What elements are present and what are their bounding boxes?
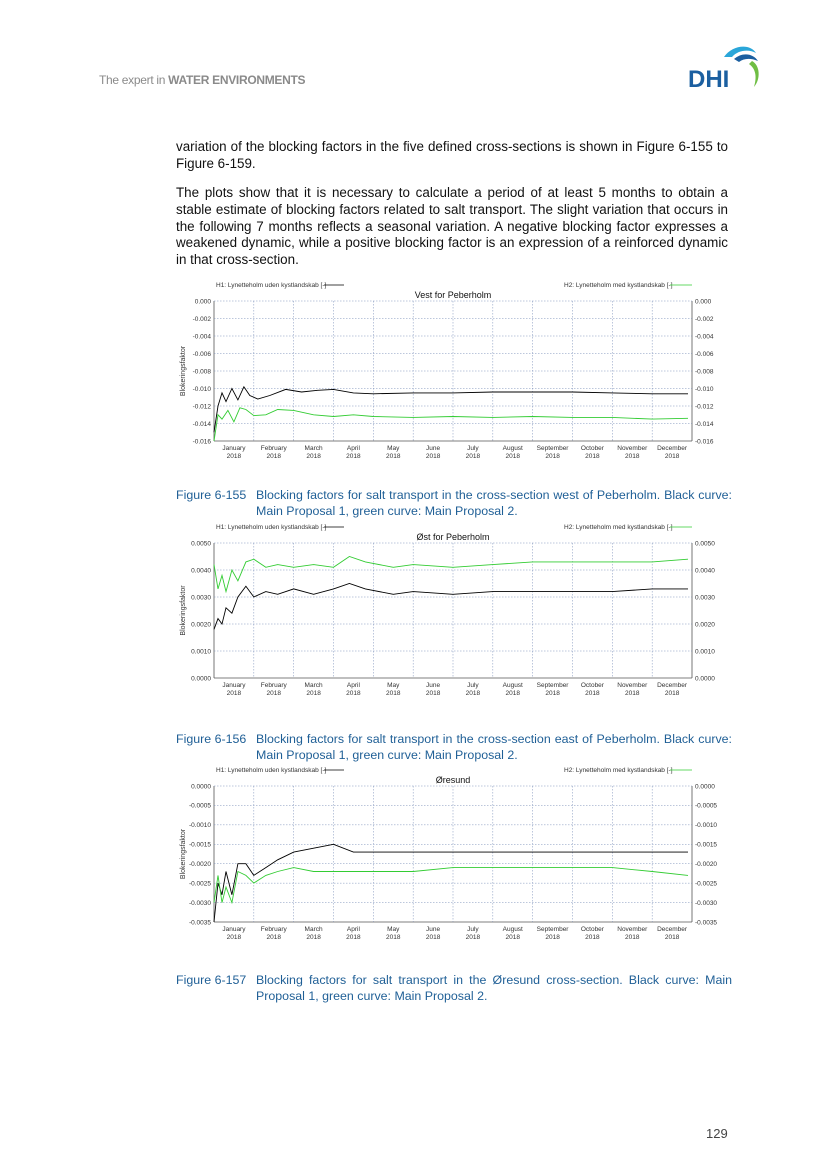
- dhi-logo: [686, 43, 766, 93]
- x-tick-label-month: September: [536, 926, 569, 933]
- y-tick-label-right: -0.012: [695, 403, 714, 411]
- x-tick-label-year: 2018: [346, 690, 361, 697]
- x-tick-label-month: March: [304, 926, 323, 933]
- x-tick-label-year: 2018: [266, 934, 281, 941]
- y-tick-label-left: -0.0025: [188, 880, 211, 888]
- x-tick-label-month: November: [617, 926, 648, 933]
- y-tick-label-right: 0.0010: [695, 648, 715, 656]
- x-tick-label-month: December: [657, 682, 688, 689]
- x-tick-label-month: November: [617, 682, 648, 689]
- x-tick-label-year: 2018: [585, 934, 600, 941]
- x-tick-label-month: March: [304, 445, 323, 452]
- x-tick-label-month: December: [657, 926, 688, 933]
- x-tick-label-month: October: [580, 682, 604, 689]
- series-h2-line: [214, 557, 688, 592]
- x-tick-label-month: May: [387, 682, 400, 689]
- legend-h2-label: H2: Lynetteholm med kystlandskab [-]: [564, 524, 673, 531]
- header-tagline: [99, 73, 305, 87]
- x-tick-label-year: 2018: [505, 690, 520, 697]
- y-tick-label-right: -0.004: [695, 333, 714, 341]
- x-tick-label-month: November: [617, 445, 648, 452]
- caption-number: Figure 6-157: [176, 973, 247, 987]
- x-tick-label-month: February: [260, 682, 287, 689]
- chart-title: Vest for Peberholm: [414, 290, 492, 300]
- y-tick-label-left: -0.0035: [188, 919, 211, 927]
- x-tick-label-year: 2018: [386, 453, 401, 460]
- y-tick-label-left: -0.014: [192, 420, 211, 428]
- legend-h1-label: H1: Lynetteholm uden kystlandskab [-]: [216, 524, 327, 531]
- x-tick-label-year: 2018: [545, 690, 560, 697]
- y-tick-label-left: -0.010: [192, 385, 211, 393]
- x-tick-label-year: 2018: [425, 934, 441, 941]
- y-tick-label-right: -0.0010: [695, 822, 718, 830]
- x-tick-label-month: January: [222, 445, 246, 452]
- y-tick-label-left: -0.008: [192, 368, 211, 376]
- x-tick-label-month: April: [346, 682, 360, 689]
- series-h1-line: [214, 584, 688, 630]
- x-tick-label-month: January: [222, 682, 246, 689]
- y-tick-label-right: -0.006: [695, 350, 714, 358]
- y-axis-label: Blokeringsfaktor: [180, 345, 187, 397]
- y-tick-label-right: -0.0035: [695, 919, 718, 927]
- x-tick-label-year: 2018: [226, 453, 242, 460]
- x-tick-label-year: 2018: [664, 934, 680, 941]
- y-tick-label-left: 0.0040: [191, 567, 211, 575]
- y-tick-label-right: -0.0030: [695, 899, 718, 907]
- x-tick-label-month: August: [502, 682, 523, 689]
- y-tick-label-left: 0.0030: [191, 594, 211, 602]
- x-tick-label-year: 2018: [306, 453, 321, 460]
- x-tick-label-year: 2018: [664, 453, 680, 460]
- y-tick-label-left: 0.0050: [191, 540, 211, 548]
- paragraph-intro: variation of the blocking factors in the five defined cross-sections is shown in Figure 6-155 to Figure 6-159.: [176, 139, 728, 171]
- x-tick-label-year: 2018: [226, 690, 242, 697]
- y-axis-label: Blokeringsfaktor: [180, 585, 187, 636]
- x-tick-label-year: 2018: [346, 453, 361, 460]
- legend-h1-label: H1: Lynetteholm uden kystlandskab [-]: [216, 767, 327, 774]
- chart-ost-for-peberholm: [176, 521, 732, 706]
- tagline-bold: WATER ENVIRONMENTS: [168, 73, 306, 87]
- x-tick-label-month: July: [467, 926, 479, 933]
- y-tick-label-left: 0.0000: [191, 675, 211, 683]
- y-tick-label-right: 0.0030: [695, 594, 715, 602]
- legend-h2-label: H2: Lynetteholm med kystlandskab [-]: [564, 767, 673, 774]
- caption-text: Blocking factors for salt transport in the cross-section west of Peberholm. Black curve: Main Proposal 1, green curve: Main Proposal 2.: [256, 488, 732, 518]
- x-tick-label-month: January: [222, 926, 246, 933]
- series-h2-line: [214, 868, 688, 903]
- x-tick-label-year: 2018: [306, 934, 321, 941]
- y-tick-label-right: 0.0020: [695, 621, 715, 629]
- x-tick-label-year: 2018: [625, 453, 640, 460]
- caption-figure-6-156: [176, 732, 732, 763]
- x-tick-label-month: June: [426, 926, 441, 933]
- y-tick-label-right: 0.0000: [695, 783, 715, 791]
- x-tick-label-year: 2018: [585, 453, 600, 460]
- x-tick-label-month: May: [387, 926, 400, 933]
- x-tick-label-year: 2018: [505, 934, 520, 941]
- y-axis-label: Blokeringsfaktor: [180, 828, 187, 880]
- page-number: 129: [706, 1126, 728, 1141]
- y-tick-label-left: -0.0010: [188, 822, 211, 830]
- x-tick-label-month: May: [387, 445, 400, 452]
- y-tick-label-left: -0.002: [192, 315, 211, 323]
- y-tick-label-right: -0.002: [695, 315, 714, 323]
- y-tick-label-right: -0.014: [695, 420, 714, 428]
- x-tick-label-month: April: [346, 445, 360, 452]
- caption-text: Blocking factors for salt transport in the cross-section east of Peberholm. Black curve: Main Proposal 1, green curve: Main Proposal 2.: [256, 732, 732, 762]
- caption-figure-6-155: [176, 488, 732, 519]
- x-tick-label-month: August: [502, 926, 523, 933]
- y-tick-label-right: 0.0050: [695, 540, 715, 548]
- y-tick-label-left: -0.004: [192, 333, 211, 341]
- legend-h2-label: H2: Lynetteholm med kystlandskab [-]: [564, 282, 673, 289]
- y-tick-label-right: 0.0000: [695, 675, 715, 683]
- y-tick-label-right: -0.016: [695, 438, 714, 446]
- x-tick-label-year: 2018: [266, 690, 281, 697]
- tagline-prefix: The expert in: [99, 73, 169, 87]
- x-tick-label-month: August: [502, 445, 523, 452]
- x-tick-label-year: 2018: [625, 934, 640, 941]
- x-tick-label-year: 2018: [465, 934, 481, 941]
- y-tick-label-left: -0.0005: [188, 802, 211, 810]
- y-tick-label-right: -0.0025: [695, 880, 718, 888]
- y-tick-label-right: -0.008: [695, 368, 714, 376]
- x-tick-label-year: 2018: [465, 690, 481, 697]
- x-tick-label-month: October: [580, 445, 604, 452]
- y-tick-label-left: 0.0020: [191, 621, 211, 629]
- x-tick-label-month: March: [304, 682, 323, 689]
- x-tick-label-year: 2018: [545, 934, 560, 941]
- caption-number: Figure 6-155: [176, 488, 247, 502]
- x-tick-label-year: 2018: [664, 690, 680, 697]
- x-tick-label-month: October: [580, 926, 604, 933]
- caption-text: Blocking factors for salt transport in the Øresund cross-section. Black curve: Main Proposal 1, green curve: Main Proposal 2.: [256, 973, 732, 1003]
- x-tick-label-year: 2018: [545, 453, 560, 460]
- legend-h1-label: H1: Lynetteholm uden kystlandskab [-]: [216, 282, 327, 289]
- chart-oresund: [176, 764, 732, 950]
- y-tick-label-right: -0.0005: [695, 802, 718, 810]
- x-tick-label-month: September: [536, 445, 569, 452]
- y-tick-label-left: -0.016: [192, 438, 211, 446]
- x-tick-label-year: 2018: [346, 934, 361, 941]
- chart-vest-for-peberholm: [176, 279, 732, 469]
- x-tick-label-month: September: [536, 682, 569, 689]
- x-tick-label-year: 2018: [465, 453, 481, 460]
- logo-text: DHI: [688, 66, 730, 93]
- paragraph-analysis: The plots show that it is necessary to calculate a period of at least 5 months to obtain a stable estimate of blocking factors related to salt transport. The slight variation that occurs in the following 7 months reflects a seasonal variation. A negative blocking factor expresses a weakened dynamic, while a positive blocking factor is an expression of a reinforced dynamic in that cross-section.: [176, 185, 728, 268]
- x-tick-label-year: 2018: [505, 453, 520, 460]
- caption-figure-6-157: [176, 973, 732, 1004]
- y-tick-label-left: 0.0000: [191, 783, 211, 791]
- y-tick-label-left: 0.0010: [191, 648, 211, 656]
- x-tick-label-month: December: [657, 445, 688, 452]
- x-tick-label-year: 2018: [425, 690, 441, 697]
- chart-title: Øresund: [435, 775, 471, 785]
- x-tick-label-year: 2018: [625, 690, 640, 697]
- x-tick-label-month: June: [426, 445, 441, 452]
- chart-title: Øst for Peberholm: [416, 532, 490, 542]
- x-tick-label-year: 2018: [266, 453, 281, 460]
- y-tick-label-left: -0.0015: [188, 841, 211, 849]
- x-tick-label-month: July: [467, 682, 479, 689]
- y-tick-label-left: 0.000: [194, 298, 211, 306]
- x-tick-label-year: 2018: [386, 690, 401, 697]
- y-tick-label-left: -0.006: [192, 350, 211, 358]
- x-tick-label-year: 2018: [226, 934, 242, 941]
- x-tick-label-month: April: [346, 926, 360, 933]
- caption-number: Figure 6-156: [176, 732, 247, 746]
- x-tick-label-month: February: [260, 445, 287, 452]
- y-tick-label-left: -0.012: [192, 403, 211, 411]
- series-h2-line: [214, 408, 688, 441]
- y-tick-label-right: -0.0015: [695, 841, 718, 849]
- y-tick-label-right: -0.0020: [695, 861, 718, 869]
- y-tick-label-right: 0.0040: [695, 567, 715, 575]
- x-tick-label-year: 2018: [585, 690, 600, 697]
- y-tick-label-left: -0.0030: [188, 899, 211, 907]
- x-tick-label-month: June: [426, 682, 441, 689]
- x-tick-label-year: 2018: [306, 690, 321, 697]
- x-tick-label-month: February: [260, 926, 287, 933]
- x-tick-label-year: 2018: [386, 934, 401, 941]
- y-tick-label-right: -0.010: [695, 385, 714, 393]
- x-tick-label-year: 2018: [425, 453, 441, 460]
- x-tick-label-month: July: [467, 445, 479, 452]
- y-tick-label-right: 0.000: [695, 298, 712, 306]
- y-tick-label-left: -0.0020: [188, 861, 211, 869]
